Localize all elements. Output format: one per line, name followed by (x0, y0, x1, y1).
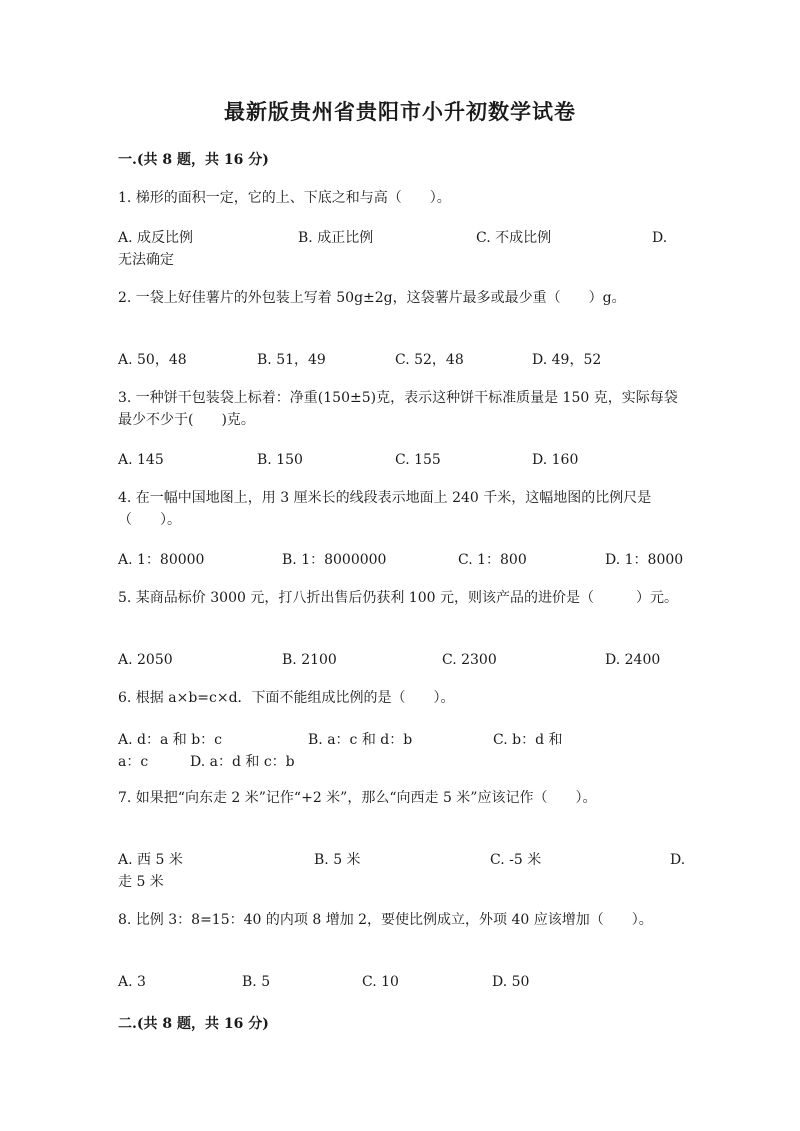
option-d: D. a：d 和 c：b (190, 754, 295, 770)
option-a: A. 50，48 (118, 352, 187, 368)
option-d-continuation: 无法确定 (118, 252, 174, 268)
options-row (118, 729, 698, 751)
option-d: D. 49，52 (532, 352, 602, 368)
option-d: D. (670, 852, 686, 868)
question-text: 1. 梯形的面积一定，它的上、下底之和与高（ ）。 (118, 190, 451, 206)
option-a: A. 成反比例 (118, 230, 194, 246)
options-row (118, 449, 698, 471)
option-d: D. (652, 230, 668, 246)
question-text: 2. 一袋上好佳薯片的外包装上写着 50g±2g，这袋薯片最多或最少重（ ）g。 (118, 290, 626, 306)
options-row (118, 649, 698, 671)
options-row (118, 549, 698, 571)
option-b: B. 150 (257, 452, 303, 468)
option-c: C. 不成比例 (476, 230, 552, 246)
section-heading: 二.(共 8 题，共 16 分) (118, 1016, 269, 1032)
option-b: B. 成正比例 (298, 230, 374, 246)
option-c: C. -5 米 (490, 852, 542, 868)
option-a: A. d：a 和 b：c (118, 732, 223, 748)
option-c: C. 1：800 (458, 552, 527, 568)
option-a: A. 3 (118, 974, 146, 990)
options-row (118, 849, 698, 871)
question-text: 5. 某商品标价 3000 元，打八折出售后仍获利 100 元，则该产品的进价是（ ）元。 (118, 590, 678, 606)
option-a: A. 1：80000 (118, 552, 205, 568)
option-c-continuation: a：c (118, 754, 149, 770)
options-row (118, 227, 698, 249)
option-d: D. 50 (492, 974, 530, 990)
question-text: 4. 在一幅中国地图上，用 3 厘米长的线段表示地面上 240 千米，这幅地图的比例尺是（ ）。 (118, 490, 652, 528)
question-text: 8. 比例 3：8=15：40 的内项 8 增加 2，要使比例成立，外项 40 应该增加（ ）。 (118, 912, 653, 928)
options-row (118, 349, 698, 371)
option-a: A. 2050 (118, 652, 173, 668)
option-b: B. 2100 (282, 652, 337, 668)
question-text: 3. 一种饼干包装袋上标着：净重(150±5)克，表示这种饼干标准质量是 150 克，实际每袋最少不少于( )克。 (118, 390, 678, 428)
option-c: C. 155 (395, 452, 441, 468)
option-a: A. 西 5 米 (118, 852, 183, 868)
option-b: B. 5 米 (314, 852, 361, 868)
document-title: 最新版贵州省贵阳市小升初数学试卷 (224, 99, 576, 124)
option-b: B. 5 (242, 974, 271, 990)
option-d: D. 2400 (605, 652, 661, 668)
option-c: C. 52，48 (395, 352, 464, 368)
section-heading: 一.(共 8 题，共 16 分) (118, 152, 269, 168)
question-text: 7. 如果把“向东走 2 米”记作“+2 米”，那么“向西走 5 米”应该记作（ ）。 (118, 790, 597, 806)
option-d-continuation: 走 5 米 (118, 874, 164, 890)
option-b: B. 51，49 (257, 352, 326, 368)
option-a: A. 145 (118, 452, 164, 468)
options-row (118, 971, 698, 993)
option-b: B. 1：8000000 (282, 552, 387, 568)
question-text: 6. 根据 a×b=c×d．下面不能组成比例的是（ ）。 (118, 690, 455, 706)
option-d: D. 160 (532, 452, 579, 468)
option-c: C. b：d 和 (493, 732, 563, 748)
option-c: C. 10 (362, 974, 399, 990)
option-b: B. a：c 和 d：b (308, 732, 413, 748)
option-d: D. 1：8000 (605, 552, 684, 568)
option-c: C. 2300 (442, 652, 497, 668)
